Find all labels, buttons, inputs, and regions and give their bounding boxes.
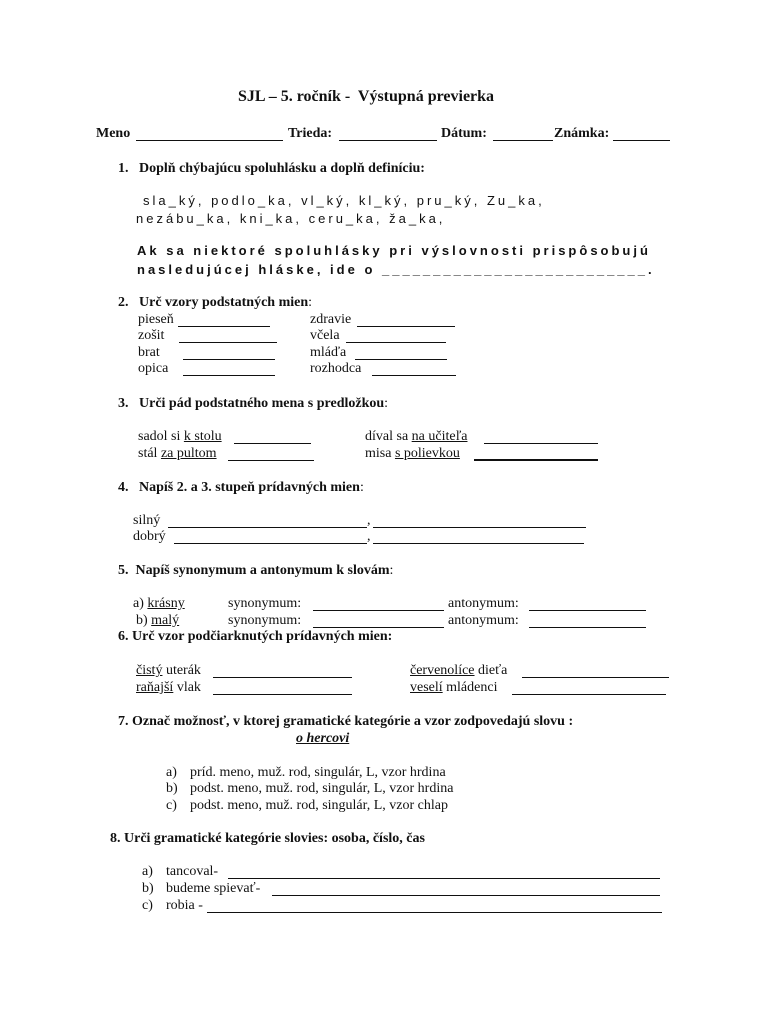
q8-heading: 8. Urči gramatické kategórie slovies: osoba, číslo, čas	[110, 831, 425, 846]
q5-item-a	[133, 596, 185, 612]
q4-colon: :	[359, 480, 364, 495]
q5-b-syn-blank[interactable]	[313, 613, 444, 628]
q3-r4-pre: misa	[365, 446, 395, 461]
q2-word-zosit: zošit	[138, 328, 165, 343]
q3-blank-4[interactable]	[474, 445, 598, 461]
q6-l2-rest: vlak	[173, 680, 201, 695]
q3-heading: 3. Urči pád podstatného mena s predložkou	[118, 396, 385, 411]
q3-r3-underlined: na učiteľa	[411, 429, 468, 444]
q5-a-word: krásny	[147, 596, 185, 611]
q3-colon: :	[384, 396, 389, 411]
q3-heading-wrap	[118, 396, 388, 412]
q5-a-syn-blank[interactable]	[313, 596, 444, 611]
q4-comma-2: ,	[367, 529, 371, 544]
q8-c-letter: c)	[142, 898, 153, 913]
q2-word-mlada: mláďa	[310, 345, 347, 360]
q2-word-opica: opica	[138, 361, 169, 376]
meno-label: Meno	[96, 126, 131, 141]
q2-blank-rozhodca[interactable]	[372, 361, 456, 376]
q3-row-3	[365, 429, 467, 445]
q4-heading: 4. Napíš 2. a 3. stupeň prídavných mien	[118, 480, 360, 495]
q7-option-b-letter: b)	[166, 781, 178, 796]
q2-word-vcela: včela	[310, 328, 340, 343]
q3-r2-underlined: za pultom	[160, 446, 217, 461]
q4-blank-silny-3[interactable]	[373, 513, 586, 528]
q6-blank-r1[interactable]	[522, 663, 669, 678]
q2-blank-opica[interactable]	[183, 361, 275, 376]
trieda-label: Trieda:	[288, 126, 333, 141]
q6-r2-underlined: veselí	[410, 680, 443, 695]
q8-c-label: robia -	[166, 898, 203, 913]
q7-word: o hercovi	[296, 731, 350, 746]
q8-b-letter: b)	[142, 881, 154, 896]
q4-comma-1: ,	[367, 513, 371, 528]
q5-heading: 5. Napíš synonymum a antonymum k slovám	[118, 563, 390, 578]
q2-heading-wrap	[118, 295, 312, 311]
q4-word-silny: silný	[133, 513, 161, 528]
q7-option-a[interactable]: príd. meno, muž. rod, singulár, L, vzor hrdina	[190, 765, 446, 780]
znamka-field[interactable]	[613, 126, 670, 141]
q2-blank-vcela[interactable]	[346, 328, 446, 343]
datum-label: Dátum:	[441, 126, 487, 141]
q5-colon: :	[389, 563, 394, 578]
q1-definition-line1: Ak sa niektoré spoluhlásky pri výslovnosti prispôsobujú	[137, 243, 651, 258]
q8-a-letter: a)	[142, 864, 153, 879]
q3-row-1	[138, 429, 222, 445]
q6-l1-underlined: čistý	[136, 663, 163, 678]
q3-r2-pre: stál	[138, 446, 161, 461]
trieda-field[interactable]	[339, 126, 437, 141]
q6-blank-l1[interactable]	[213, 663, 352, 678]
q2-blank-zosit[interactable]	[179, 328, 277, 343]
q2-heading: 2. Urč vzory podstatných mien	[118, 295, 309, 310]
q6-r2-rest: mládenci	[442, 680, 498, 695]
q1-words-line1: sla_ký, podlo_ka, vl_ký, kl_ký, pru_ký, Zu_ka,	[143, 193, 545, 208]
meno-field[interactable]	[136, 126, 283, 141]
q3-row-2	[138, 446, 217, 462]
q8-b-blank[interactable]	[272, 881, 660, 896]
q6-right-2	[410, 680, 497, 696]
q5-a-syn-label: synonymum:	[228, 596, 302, 611]
q5-b-ant-label: antonymum:	[448, 613, 519, 628]
q6-r1-rest: dieťa	[474, 663, 508, 678]
q5-item-b	[136, 613, 179, 629]
q4-heading-wrap	[118, 480, 364, 496]
q6-heading: 6. Urč vzor podčiarknutých prídavných mien:	[118, 629, 393, 644]
q4-blank-dobry-3[interactable]	[373, 529, 584, 544]
q3-r3-pre: díval sa	[365, 429, 412, 444]
q1-definition-line2: nasledujúcej hláske, ide o __________________________.	[137, 262, 655, 277]
q2-blank-zdravie[interactable]	[357, 312, 455, 327]
q3-blank-2[interactable]	[228, 446, 314, 461]
q4-blank-dobry-2[interactable]	[174, 529, 367, 544]
q3-row-4	[365, 446, 460, 462]
q5-a-ant-blank[interactable]	[529, 596, 646, 611]
q8-a-label: tancoval-	[166, 864, 219, 879]
q6-right-1	[410, 663, 507, 679]
q2-word-brat: brat	[138, 345, 160, 360]
q2-blank-piesen[interactable]	[178, 312, 270, 327]
q3-blank-3[interactable]	[484, 429, 598, 444]
q2-word-piesen: pieseň	[138, 312, 174, 327]
q3-r1-pre: sadol si	[138, 429, 184, 444]
q7-option-b[interactable]: podst. meno, muž. rod, singulár, L, vzor hrdina	[190, 781, 454, 796]
q5-b-ant-blank[interactable]	[529, 613, 646, 628]
page-title: SJL – 5. ročník - Výstupná previerka	[238, 88, 495, 105]
q1-heading: 1. Doplň chýbajúcu spoluhlásku a doplň definíciu:	[118, 161, 425, 176]
q4-word-dobry: dobrý	[133, 529, 166, 544]
q8-c-blank[interactable]	[207, 898, 662, 913]
q8-b-label: budeme spievať-	[166, 881, 261, 896]
q6-left-2	[136, 680, 201, 696]
q2-word-zdravie: zdravie	[310, 312, 352, 327]
q5-a-prefix: a)	[133, 596, 148, 611]
q2-colon: :	[308, 295, 313, 310]
q5-a-ant-label: antonymum:	[448, 596, 519, 611]
q8-a-blank[interactable]	[228, 864, 660, 879]
q6-r1-underlined: červenolíce	[410, 663, 475, 678]
q4-blank-silny-2[interactable]	[168, 513, 367, 528]
q5-b-syn-label: synonymum:	[228, 613, 302, 628]
q2-word-rozhodca: rozhodca	[310, 361, 362, 376]
q6-left-1	[136, 663, 201, 679]
q3-r4-underlined: s polievkou	[394, 446, 460, 461]
q6-l1-rest: uterák	[162, 663, 201, 678]
znamka-label: Známka:	[554, 126, 610, 141]
q7-option-c[interactable]: podst. meno, muž. rod, singulár, L, vzor chlap	[190, 798, 448, 813]
q2-blank-mlada[interactable]	[355, 345, 447, 360]
q6-l2-underlined: raňajší	[136, 680, 174, 695]
q5-heading-wrap	[118, 563, 393, 579]
q3-blank-1[interactable]	[234, 429, 311, 444]
datum-field[interactable]	[493, 126, 553, 141]
q3-r1-underlined: k stolu	[183, 429, 222, 444]
q6-blank-r2[interactable]	[512, 680, 666, 695]
q6-blank-l2[interactable]	[213, 680, 352, 695]
q7-option-c-letter: c)	[166, 798, 177, 813]
q5-b-prefix: b)	[136, 613, 152, 628]
q2-blank-brat[interactable]	[183, 345, 275, 360]
q1-words-line2: nezábu_ka, kni_ka, ceru_ka, ža_ka,	[136, 211, 446, 226]
q7-option-a-letter: a)	[166, 765, 177, 780]
q5-b-word: malý	[151, 613, 180, 628]
q7-heading: 7. Označ možnosť, v ktorej gramatické kategórie a vzor zodpovedajú slovu :	[118, 714, 574, 729]
